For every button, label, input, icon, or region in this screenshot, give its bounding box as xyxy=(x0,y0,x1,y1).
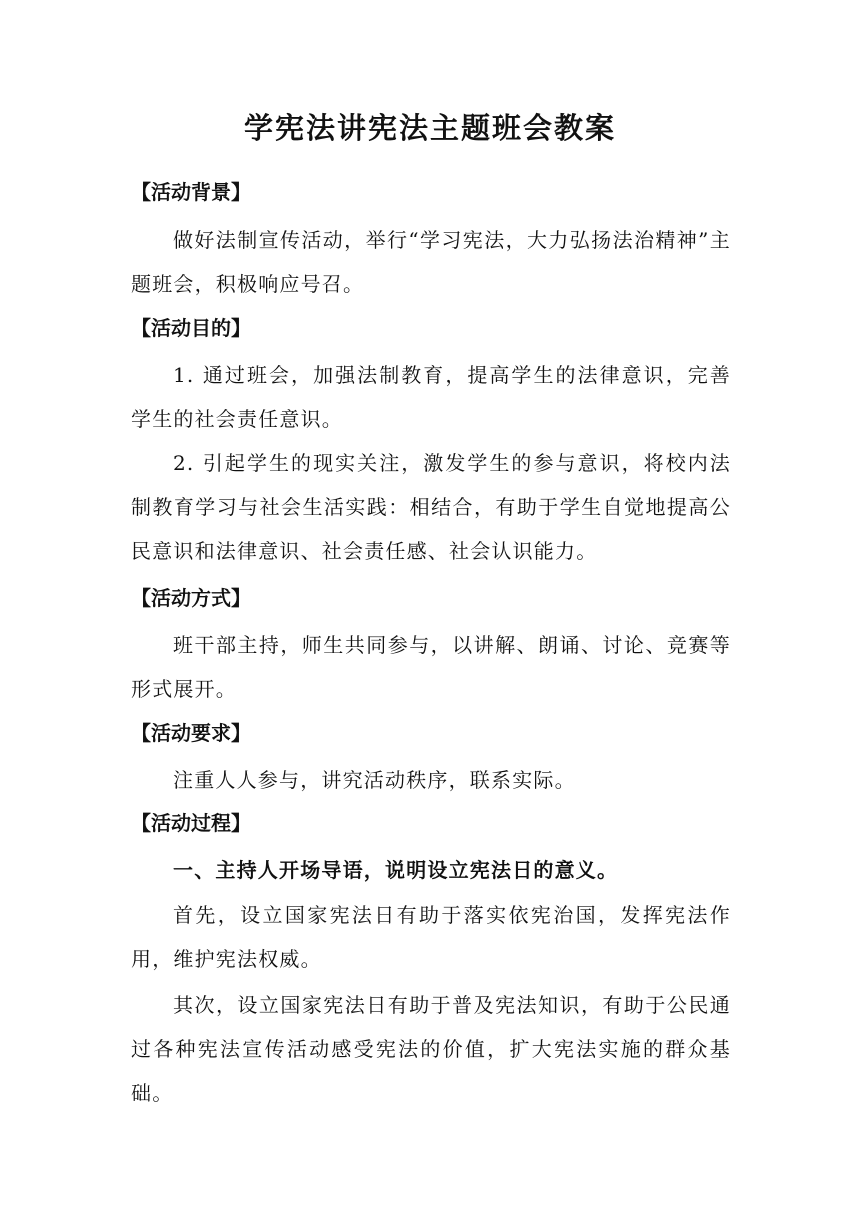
paragraph-process-first: 首先，设立国家宪法日有助于落实依宪治国，发挥宪法作用，维护宪法权威。 xyxy=(131,903,731,971)
section-heading-method: 【活动方式】 xyxy=(131,586,251,610)
paragraph-purpose-1: 1. 通过班会，加强法制教育，提高学生的法律意识，完善学生的社会责任意识。 xyxy=(131,363,731,431)
paragraph-background: 做好法制宣传活动，举行“学习宪法，大力弘扬法治精神”主题班会，积极响应号召。 xyxy=(131,228,731,296)
document-title: 学宪法讲宪法主题班会教案 xyxy=(243,111,616,145)
paragraph-purpose-2: 2. 引起学生的现实关注，激发学生的参与意识，将校内法制教育学习与社会生活实践：相结合，有助于学生自觉地提高公民意识和法律意识、社会责任感、社会认识能力。 xyxy=(131,451,731,563)
section-heading-process: 【活动过程】 xyxy=(131,811,251,835)
paragraph-method: 班干部主持，师生共同参与，以讲解、朗诵、讨论、竞赛等形式展开。 xyxy=(131,633,731,701)
section-heading-background: 【活动背景】 xyxy=(131,180,251,204)
section-heading-requirements: 【活动要求】 xyxy=(131,721,251,745)
paragraph-process-step-1: 一、主持人开场导语，说明设立宪法日的意义。 xyxy=(173,858,619,882)
section-heading-purpose: 【活动目的】 xyxy=(131,316,251,340)
paragraph-requirements: 注重人人参与，讲究活动秩序，联系实际。 xyxy=(173,768,576,792)
paragraph-process-second: 其次，设立国家宪法日有助于普及宪法知识，有助于公民通过各种宪法宣传活动感受宪法的价值，扩大宪法实施的群众基础。 xyxy=(131,993,731,1105)
